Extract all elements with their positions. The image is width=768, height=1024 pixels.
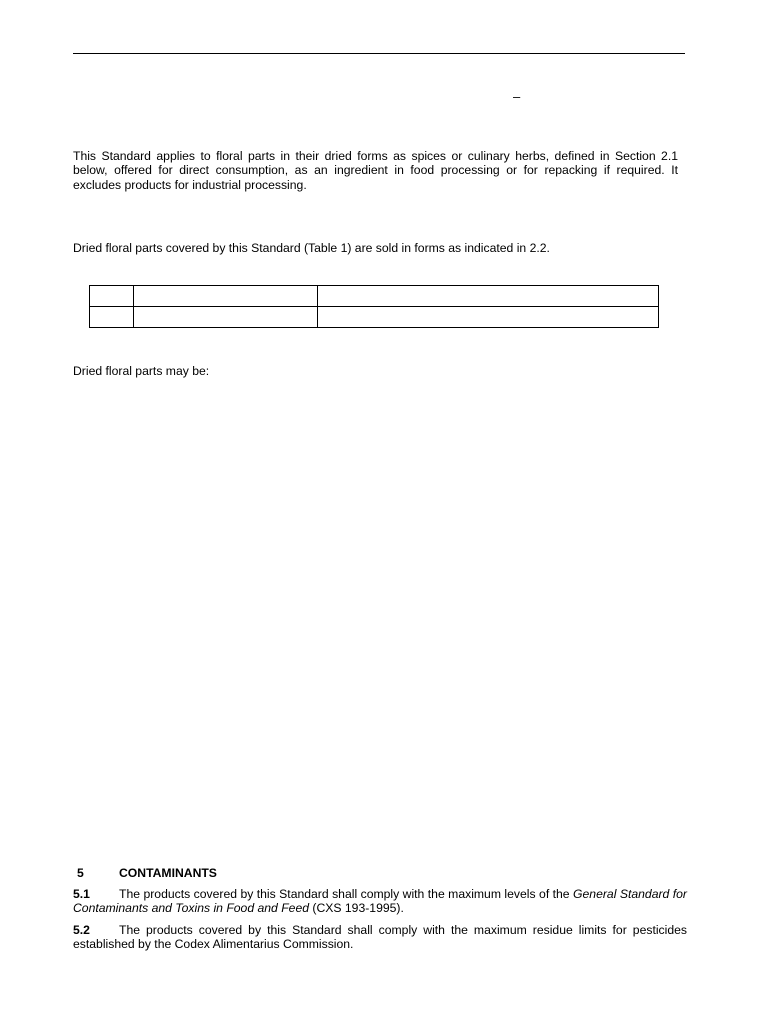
standard-title: General Standard for Contaminants and Toxins in Food and Feed bbox=[73, 887, 687, 916]
table-cell bbox=[90, 307, 134, 328]
table-cell bbox=[318, 286, 659, 307]
table-cell bbox=[134, 286, 318, 307]
clause-number: 5.2 bbox=[73, 923, 90, 937]
table-cell bbox=[90, 286, 134, 307]
clause-5-2 bbox=[73, 923, 687, 952]
clause-text: The products covered by this Standard shall comply with the maximum levels of the bbox=[119, 887, 574, 901]
table-row bbox=[90, 307, 659, 328]
forms-paragraph: Dried floral parts may be: bbox=[73, 364, 210, 378]
table-cell bbox=[134, 307, 318, 328]
clause-number: 5.1 bbox=[73, 887, 90, 901]
header-rule bbox=[73, 53, 685, 54]
coverage-paragraph: Dried floral parts covered by this Standard (Table 1) are sold in forms as indicated in 2.2. bbox=[73, 241, 550, 255]
clause-text-end: (CXS 193-1995). bbox=[309, 901, 404, 916]
header-dash: – bbox=[513, 89, 521, 104]
clause-5-1 bbox=[73, 887, 687, 916]
section-number: 5 bbox=[77, 866, 84, 880]
section-heading bbox=[77, 866, 217, 880]
table-cell bbox=[318, 307, 659, 328]
table-row bbox=[90, 286, 659, 307]
table-1 bbox=[89, 285, 659, 328]
clause-text: The products covered by this Standard shall comply with the maximum residue limits for pesticides established by the Codex Alimentarius Commission. bbox=[73, 923, 687, 952]
scope-paragraph: This Standard applies to floral parts in their dried forms as spices or culinary herbs, defined in Section 2.1 below, offered for direct consumption, as an ingredient in food processing or for repacking if required. It excludes products for industrial processing. bbox=[73, 149, 678, 192]
section-title: CONTAMINANTS bbox=[119, 866, 217, 880]
